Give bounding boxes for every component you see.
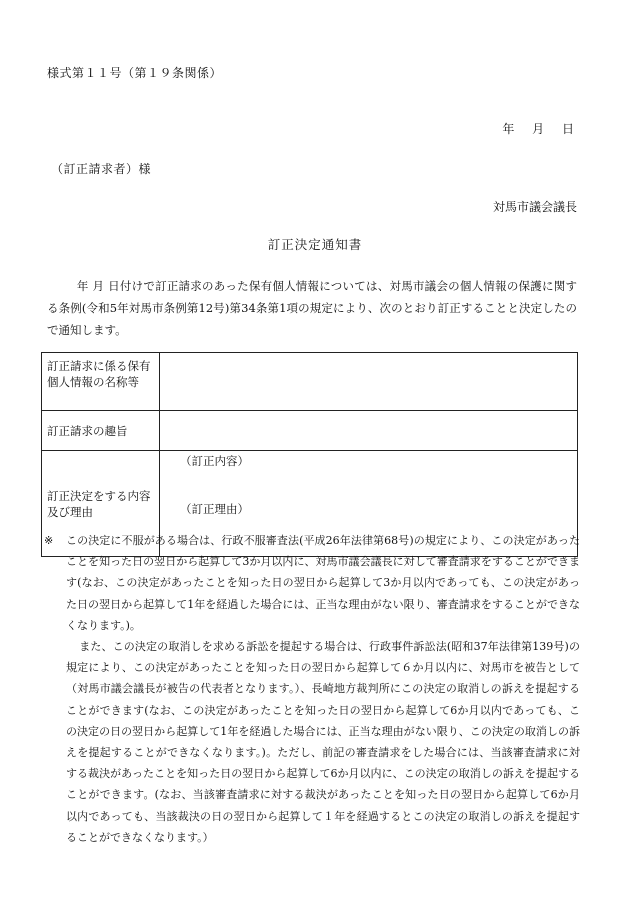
sender: 対馬市議会議長 <box>492 200 577 214</box>
body-paragraph: 年 月 日付けで訂正請求のあった保有個人情報については、対馬市議会の個人情報の保護に関する条例(令和5年対馬市条例第12号)第34条第1項の規定により、次のとおり訂正することと決定したので通知します。 <box>47 279 577 337</box>
row-label-request-purpose: 訂正請求の趣旨 <box>42 411 160 451</box>
row-value-request-purpose <box>160 411 578 451</box>
correction-reason-label: （訂正理由） <box>180 502 249 516</box>
notes-section <box>44 530 580 848</box>
row-label-decision-content: 訂正決定をする内容及び理由 <box>42 451 160 557</box>
document-title: 訂正決定通知書 <box>267 237 363 252</box>
form-number: 様式第１１号（第１９条関係） <box>47 66 223 80</box>
addressee: （訂正請求者）様 <box>51 162 152 176</box>
note-paragraph-appeal: この決定に不服がある場合は、行政不服審査法(平成26年法律第68号)の規定により、この決定があったことを知った日の翌日から起算して3か月以内に、対馬市議会議長に対して審査請求をすることができます(なお、この決定があったことを知った日の翌日から起算して3か月以内であっても、この決定があった日の翌日から起算して1年を経過した場合には、正当な理由がない限り、審査請求をすることができなくなります。)。 <box>66 534 580 632</box>
row-label-info-name: 訂正請求に係る保有個人情報の名称等 <box>42 353 160 411</box>
table-row <box>42 411 578 451</box>
correction-content-label: （訂正内容） <box>180 454 249 468</box>
details-table <box>41 352 578 557</box>
row-value-info-name <box>160 353 578 411</box>
note-mark: ※ <box>44 534 54 547</box>
date-line: 年 月 日 <box>502 122 577 136</box>
note-paragraph-lawsuit: また、この決定の取消しを求める訴訟を提起する場合は、行政事件訴訟法(昭和37年法律第139号)の規定により、この決定があったことを知った日の翌日から起算して６か月以内に、対馬市を被告として（対馬市議会議長が被告の代表者となります。）、長崎地方裁判所にこの決定の取消しの訴えを提起することができます(なお、この決定があったことを知った日の翌日から起算して6か月以内であっても、この決定の日の翌日から起算して1年を経過した場合には、正当な理由がない限り、この決定の取消しの訴えを提起することができなくなります。)。ただし、前記の審査請求をした場合には、当該審査請求に対する裁決があったことを知った日の翌日から起算して6か月以内に、この決定の取消しの訴えを提起することができます。(なお、当該審査請求に対する裁決があったことを知った日の翌日から起算して6か月以内であっても、当該裁決の日の翌日から起算して１年を経過するとこの決定の取消しの訴えを提起することができなくなります。） <box>66 640 580 844</box>
table-row <box>42 353 578 411</box>
